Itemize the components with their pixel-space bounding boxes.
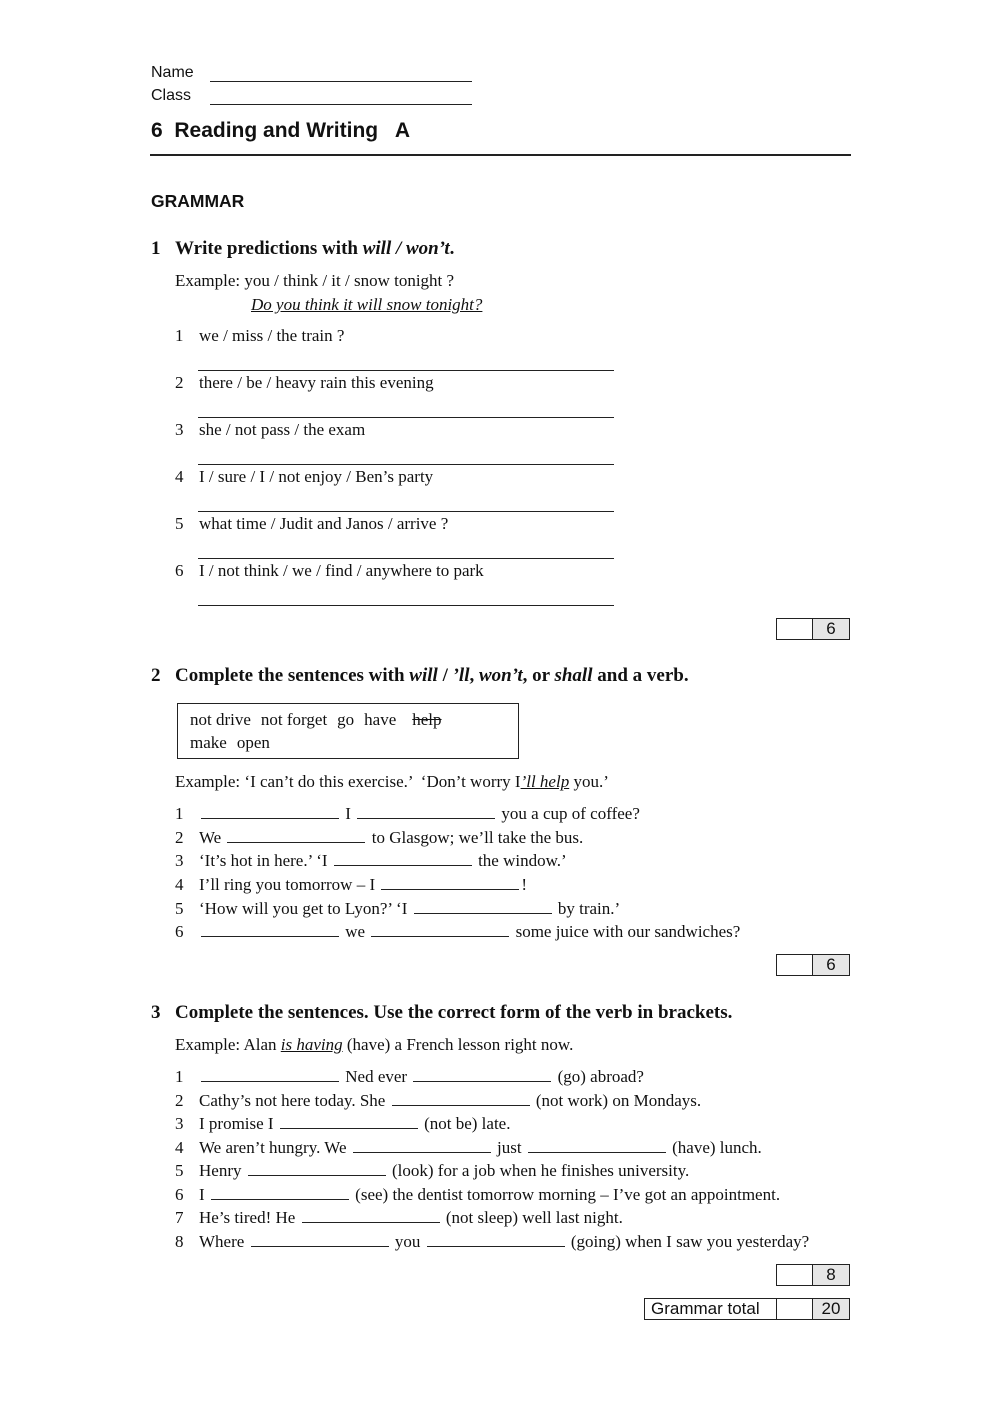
gap-blank[interactable] [334, 850, 472, 866]
q1-heading [151, 238, 454, 260]
grammar-total-label: Grammar total [645, 1299, 777, 1319]
gap-blank[interactable] [280, 1113, 418, 1129]
item-text: (going) when I saw you yesterday? [570, 1232, 810, 1251]
gap-blank[interactable] [353, 1137, 491, 1153]
word-option: go [337, 710, 355, 729]
word-option: open [236, 733, 270, 752]
word-option-used: help [412, 710, 442, 729]
grammar-total-box [644, 1298, 850, 1320]
item-text: just [497, 1138, 522, 1157]
word-box-row-2 [190, 731, 506, 754]
q1-example [175, 271, 454, 291]
item-text: He’s tired! He [199, 1208, 296, 1227]
item-text: we [345, 922, 366, 941]
item-text: by train.’ [557, 899, 621, 918]
q1-heading-text: Write predictions with [175, 238, 363, 259]
gap-blank[interactable] [201, 803, 339, 819]
item-text: (have) lunch. [672, 1138, 762, 1157]
gap-blank[interactable] [528, 1137, 666, 1153]
item-number: 4 [175, 875, 184, 894]
gap-blank[interactable] [427, 1231, 565, 1247]
q1-item-5 [175, 514, 448, 534]
grammar-total-input[interactable] [777, 1299, 813, 1319]
item-number: 5 [175, 1161, 184, 1180]
word-box [177, 703, 519, 759]
page-title: 6 Reading and Writing A [151, 119, 411, 142]
item-text: the window.’ [478, 851, 567, 870]
item-number: 6 [175, 561, 184, 580]
item-text: I [199, 1185, 205, 1204]
item-number: 2 [175, 373, 184, 392]
word-box-row-1 [190, 708, 506, 731]
q2-number: 2 [151, 665, 161, 686]
q1-answer-line-4[interactable] [198, 511, 614, 512]
item-prompt: we / miss / the train ? [199, 326, 345, 345]
class-label: Class [151, 87, 192, 104]
q1-answer-line-6[interactable] [198, 605, 614, 606]
q3-item-5 [175, 1160, 689, 1181]
q2-score-max: 6 [813, 955, 849, 975]
item-prompt: there / be / heavy rain this evening [199, 373, 434, 392]
item-number: 1 [175, 1067, 184, 1086]
item-text: you [394, 1232, 421, 1251]
item-text: (not sleep) well last night. [445, 1208, 623, 1227]
item-text: I’ll ring you tomorrow – I [199, 875, 376, 894]
q1-item-6 [175, 561, 484, 581]
q3-example-label: Example: [175, 1035, 241, 1054]
item-number: 3 [175, 420, 184, 439]
item-number: 6 [175, 1185, 184, 1204]
q3-heading-text: Complete the sentences. Use the correct form of the verb in brackets. [175, 1002, 733, 1023]
item-text: Henry [199, 1161, 242, 1180]
item-number: 5 [175, 899, 184, 918]
word-option: have [364, 710, 397, 729]
gap-blank[interactable] [414, 898, 552, 914]
word-option: not forget [260, 710, 328, 729]
item-prompt: what time / Judit and Janos / arrive ? [199, 514, 449, 533]
q2-score-box [776, 954, 850, 976]
item-text: ! [521, 875, 528, 894]
q2-item-2 [175, 827, 583, 848]
item-text: Where [199, 1232, 245, 1251]
q2-item-3 [175, 850, 567, 871]
q2-heading-emph: will [409, 665, 438, 686]
gap-blank[interactable] [201, 1066, 339, 1082]
gap-blank[interactable] [251, 1231, 389, 1247]
q3-item-7 [175, 1207, 623, 1228]
q1-score-box [776, 618, 850, 640]
q3-item-4 [175, 1137, 762, 1158]
q2-item-6 [175, 921, 740, 942]
item-number: 3 [175, 851, 184, 870]
word-option: not drive [190, 710, 251, 729]
q2-heading-emph: ’ll [452, 665, 470, 686]
item-text: (not be) late. [424, 1114, 511, 1133]
gap-blank[interactable] [413, 1066, 551, 1082]
q1-example-answer: Do you think it will snow tonight? [251, 295, 483, 314]
q1-item-1 [175, 326, 344, 346]
q3-number: 3 [151, 1002, 161, 1023]
grammar-total-max: 20 [813, 1299, 849, 1319]
q3-example-text: Alan [243, 1035, 277, 1054]
q2-item-5 [175, 898, 620, 919]
q2-heading-text: Complete the sentences with [175, 665, 410, 686]
q2-item-1 [175, 803, 640, 824]
item-number: 4 [175, 467, 184, 486]
q2-example [175, 772, 609, 792]
q3-score-input[interactable] [777, 1265, 813, 1285]
gap-blank[interactable] [371, 921, 509, 937]
item-prompt: I / not think / we / find / anywhere to park [199, 561, 484, 580]
item-number: 2 [175, 828, 184, 847]
q1-score-input[interactable] [777, 619, 813, 639]
item-text: ‘How will you get to Lyon?’ ‘I [199, 899, 408, 918]
item-text: (see) the dentist tomorrow morning – I’ve got an appointment. [355, 1185, 781, 1204]
q1-answer-line-2[interactable] [198, 417, 614, 418]
q2-heading-emph: shall [554, 665, 593, 686]
item-text: (go) abroad? [557, 1067, 644, 1086]
item-text: (not work) on Mondays. [535, 1091, 702, 1110]
q2-heading-sep: , [469, 665, 479, 686]
item-text: you a cup of coffee? [501, 804, 640, 823]
q2-item-4 [175, 874, 527, 895]
q3-score-max: 8 [813, 1265, 849, 1285]
item-text: to Glasgow; we’ll take the bus. [371, 828, 584, 847]
item-number: 1 [175, 326, 184, 345]
item-text: Cathy’s not here today. She [199, 1091, 386, 1110]
class-field[interactable] [210, 104, 472, 105]
gap-blank[interactable] [248, 1160, 386, 1176]
q1-heading-emph: will / won’t [362, 238, 450, 259]
q1-item-2 [175, 373, 434, 393]
q1-answer-line-3[interactable] [198, 464, 614, 465]
gap-blank[interactable] [227, 827, 365, 843]
q2-heading-sep: , or [522, 665, 555, 686]
q1-score-max: 6 [813, 619, 849, 639]
item-text: ‘It’s hot in here.’ ‘I [199, 851, 328, 870]
q2-heading-end: and a verb. [592, 665, 689, 686]
title-divider [150, 154, 851, 156]
q3-example-end: (have) a French lesson right now. [346, 1035, 574, 1054]
q3-item-2 [175, 1090, 701, 1111]
item-text: We aren’t hungry. We [199, 1138, 347, 1157]
q3-heading [151, 1002, 732, 1024]
q3-item-1 [175, 1066, 644, 1087]
item-text: Ned ever [345, 1067, 408, 1086]
q1-item-4 [175, 467, 433, 487]
item-number: 6 [175, 922, 184, 941]
item-number: 2 [175, 1091, 184, 1110]
q3-score-box [776, 1264, 850, 1286]
q3-example-answer: is having [280, 1035, 343, 1054]
q1-example-prompt: you / think / it / snow tonight ? [244, 271, 455, 290]
name-field[interactable] [210, 81, 472, 82]
q1-number: 1 [151, 238, 161, 259]
gap-blank[interactable] [357, 803, 495, 819]
q1-heading-end: . [449, 238, 455, 259]
gap-blank[interactable] [302, 1207, 440, 1223]
item-number: 5 [175, 514, 184, 533]
q3-item-3 [175, 1113, 510, 1134]
q2-heading [151, 665, 689, 687]
q2-example-label: Example: [175, 772, 241, 791]
q1-answer-line-5[interactable] [198, 558, 614, 559]
q2-heading-emph: won’t [478, 665, 523, 686]
item-text: I promise I [199, 1114, 274, 1133]
item-number: 7 [175, 1208, 184, 1227]
q2-example-end: you.’ [569, 772, 609, 791]
item-text: (look) for a job when he finishes university. [391, 1161, 690, 1180]
q3-item-8 [175, 1231, 809, 1252]
q3-item-6 [175, 1184, 780, 1205]
q1-answer-line-1[interactable] [198, 370, 614, 371]
gap-blank[interactable] [211, 1184, 349, 1200]
item-number: 4 [175, 1138, 184, 1157]
q3-example [175, 1035, 573, 1055]
item-text: I [345, 804, 351, 823]
item-number: 8 [175, 1232, 184, 1251]
q2-example-text: ‘I can’t do this exercise.’ ‘Don’t worry I [244, 772, 521, 791]
gap-blank[interactable] [201, 921, 339, 937]
item-text: some juice with our sandwiches? [515, 922, 741, 941]
gap-blank[interactable] [392, 1090, 530, 1106]
section-heading: GRAMMAR [151, 191, 245, 211]
q2-heading-sep: / [437, 665, 453, 686]
item-number: 3 [175, 1114, 184, 1133]
item-prompt: I / sure / I / not enjoy / Ben’s party [199, 467, 434, 486]
q1-example-label: Example: [175, 271, 241, 290]
q1-item-3 [175, 420, 365, 440]
item-prompt: she / not pass / the exam [199, 420, 366, 439]
gap-blank[interactable] [381, 874, 519, 890]
name-label: Name [151, 64, 194, 81]
q2-score-input[interactable] [777, 955, 813, 975]
item-number: 1 [175, 804, 184, 823]
word-option: make [190, 733, 227, 752]
q2-example-answer: ’ll help [520, 772, 570, 791]
item-text: We [199, 828, 222, 847]
